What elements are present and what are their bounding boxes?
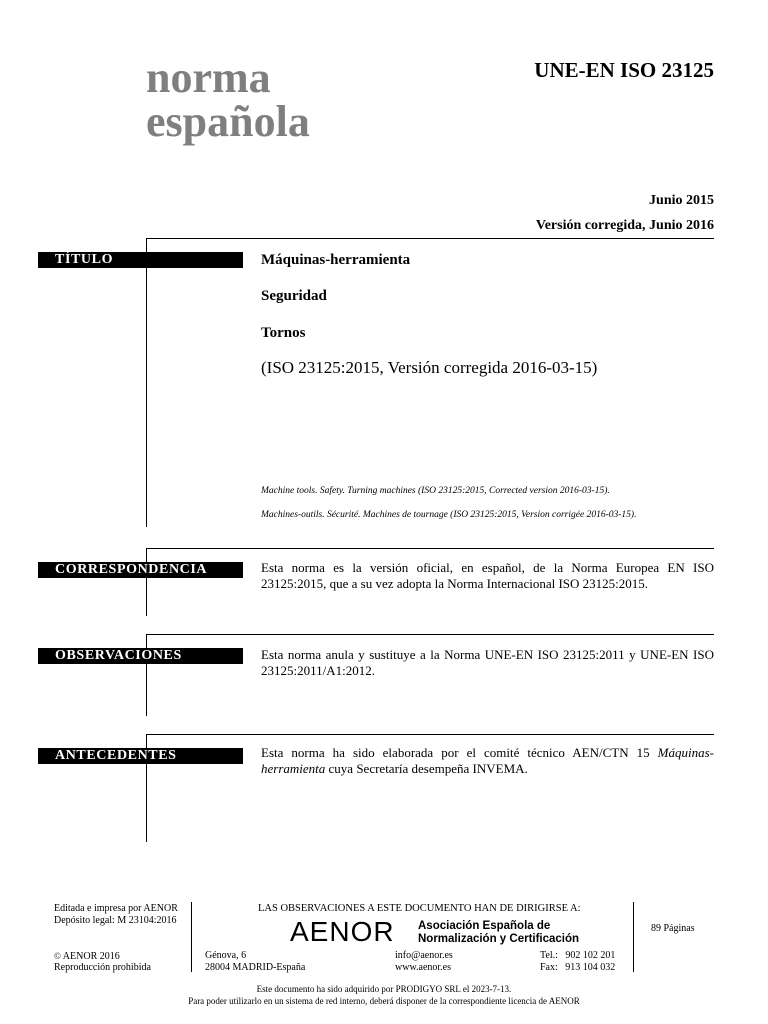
footer-copyright-text: AENOR 2016 (62, 951, 120, 962)
aenor-logo-description (418, 920, 579, 946)
aenor-logo-wordmark: AENOR (290, 916, 395, 947)
antecedentes-text (261, 745, 714, 777)
footer-email[interactable]: info@aenor.es (395, 950, 453, 961)
correspondencia-rule (146, 548, 714, 549)
brand-line-2: española (146, 97, 310, 146)
copyright-icon: © (54, 951, 61, 961)
footer-observations-note: LAS OBSERVACIONES A ESTE DOCUMENTO HAN DE DIRIGIRSE A: (258, 903, 581, 914)
title-french: Machines-outils. Sécurité. Machines de tournage (ISO 23125:2015, Version corrigée 2016-03-15). (261, 510, 637, 520)
aenor-desc-line-1: Asociación Española de (418, 920, 551, 932)
title-line-3: Tornos (261, 325, 306, 341)
norma-espanola-brand (146, 53, 310, 146)
footer-edited-by: Editada e impresa por AENOR (54, 903, 178, 914)
correspondencia-text: Esta norma es la versión oficial, en español, de la Norma Europea EN ISO 23125:2015, que a su vez adopta la Norma Internacional ISO 23125:2015. (261, 560, 714, 591)
antecedentes-text-before: Esta norma ha sido elaborada por el comité técnico AEN/CTN 15 (261, 745, 658, 760)
titulo-label: TÍTULO (38, 252, 243, 268)
footer-address-1: Génova, 6 (205, 950, 247, 961)
correspondencia-vertical-rule (146, 548, 147, 616)
footer-left-divider (191, 902, 192, 972)
titulo-vertical-rule (146, 238, 147, 527)
footer-website[interactable]: www.aenor.es (395, 962, 452, 973)
title-english: Machine tools. Safety. Turning machines (ISO 23125:2015, Corrected version 2016-03-15). (261, 486, 610, 496)
antecedentes-label: ANTECEDENTES (38, 748, 243, 764)
titulo-rule (146, 238, 714, 239)
standard-code: UNE-EN ISO 23125 (534, 58, 714, 82)
license-line-1: Este documento ha sido adquirido por PRODIGYO SRL el 2023-7-13. (256, 984, 512, 994)
footer-tel: Tel.: 902 102 201 (540, 950, 616, 961)
publication-date: Junio 2015 (649, 193, 714, 208)
observaciones-text: Esta norma anula y sustituye a la Norma UNE-EN ISO 23125:2011 y UNE-EN ISO 23125:2011/A1:2012. (261, 647, 714, 678)
antecedentes-text-after: cuya Secretaría desempeña INVEMA. (325, 761, 528, 776)
antecedentes-rule (146, 734, 714, 735)
observaciones-label: OBSERVACIONES (38, 648, 243, 664)
observaciones-vertical-rule (146, 634, 147, 716)
footer-right-divider (633, 902, 634, 972)
title-line-1: Máquinas-herramienta (261, 252, 411, 268)
footer-reproduction: Reproducción prohibida (54, 962, 151, 973)
aenor-desc-line-2: Normalización y Certificación (418, 933, 580, 945)
footer-legal-deposit: Depósito legal: M 23104:2016 (54, 915, 177, 926)
corrected-version-date: Versión corregida, Junio 2016 (535, 218, 714, 233)
license-line-2: Para poder utilizarlo en un sistema de red interno, deberá disponer de la correspondiente licencia de AENOR (188, 996, 580, 1006)
footer-page-count: 89 Páginas (651, 923, 695, 934)
antecedentes-committee-name: Máquinas-herramienta (261, 745, 714, 776)
title-line-2: Seguridad (261, 288, 327, 304)
observaciones-rule (146, 634, 714, 635)
title-reference: (ISO 23125:2015, Versión corregida 2016-03-15) (261, 358, 598, 377)
correspondencia-label: CORRESPONDENCIA (38, 562, 243, 578)
brand-line-1: norma (146, 53, 271, 102)
footer-address-2: 28004 MADRID-España (205, 962, 306, 973)
footer-fax: Fax: 913 104 032 (540, 962, 616, 973)
